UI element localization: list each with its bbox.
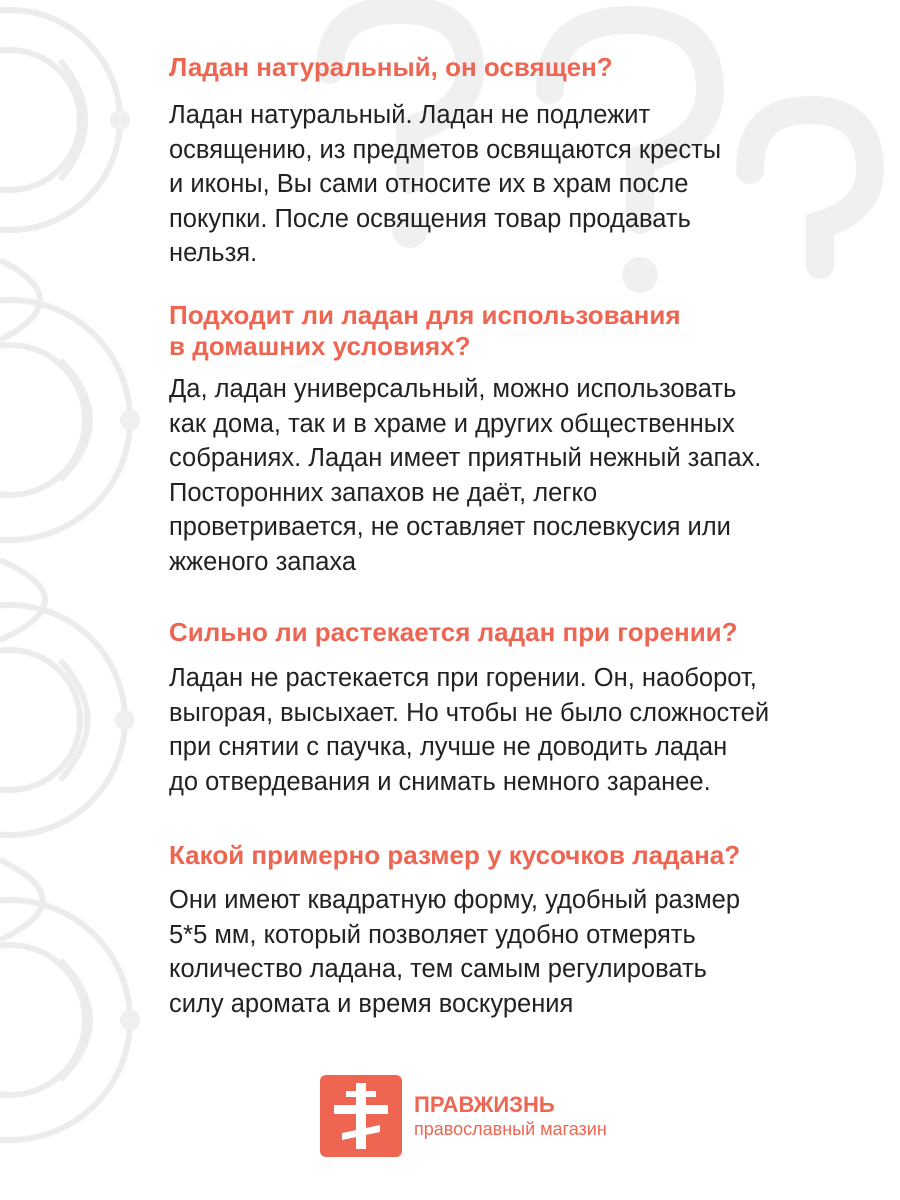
faq-answer-2: Да, ладан универсальный, можно использовать как дома, так и в храме и других общественных собраниях. Ладан имеет приятный нежный запах. Посторонних запахов не даёт, легко проветривается, не оставляет послевкусия или жженого запаха (169, 375, 762, 576)
brand-tagline: православный магазин (414, 1119, 607, 1139)
brand-logo (320, 1075, 607, 1157)
faq-question-3: Сильно ли растекается ладан при горении? (169, 617, 738, 647)
brand-name: ПРАВЖИЗНЬ (414, 1092, 555, 1117)
faq-question-1: Ладан натуральный, он освящен? (169, 52, 613, 82)
faq-answer-1: Ладан натуральный. Ладан не подлежит освящению, из предметов освящаются кресты и иконы, Вы сами относите их в храм после покупки. После освящения товар продавать нельзя. (169, 101, 722, 267)
ornament-background (0, 0, 160, 1200)
orthodox-cross-icon (320, 1075, 402, 1157)
faq-answer-3: Ладан не растекается при горении. Он, наоборот, выгорая, высыхает. Но чтобы не было сложностей при снятии с паучка, лучше не доводить ладан до отвердевания и снимать немного заранее. (169, 664, 770, 796)
faq-question-2: Подходит ли ладан для использования в домашних условиях? (169, 300, 681, 361)
faq-question-4: Какой примерно размер у кусочков ладана? (169, 840, 741, 870)
faq-answer-4: Они имеют квадратную форму, удобный размер 5*5 мм, который позволяет удобно отмерять количество ладана, тем самым регулировать силу аромата и время воскурения (169, 886, 741, 1018)
